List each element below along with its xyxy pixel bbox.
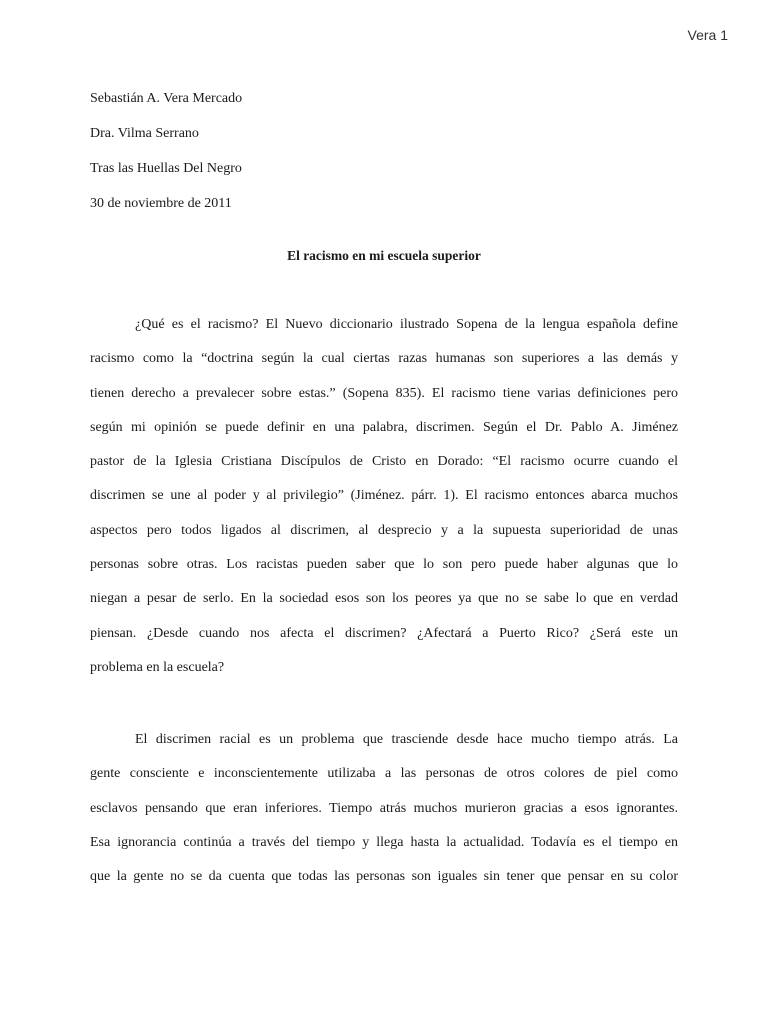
professor-name: Dra. Vilma Serrano — [90, 126, 199, 141]
paragraph-line: aspectos pero todos ligados al discrimen, al desprecio y a la supuesta superioridad de unas — [90, 522, 678, 538]
paragraph-line: esclavos pensando que eran inferiores. Tiempo atrás muchos murieron gracias a esos ignorantes. — [90, 800, 678, 816]
paragraph-line: que la gente no se da cuenta que todas las personas son iguales sin tener que pensar en su color — [90, 869, 678, 885]
page-header-number: Vera 1 — [687, 27, 728, 43]
paragraph-line: problema en la escuela? — [90, 659, 225, 675]
paragraph-line: piensan. ¿Desde cuando nos afecta el discrimen? ¿Afectará a Puerto Rico? ¿Será este un — [90, 625, 678, 641]
paragraph-line: ¿Qué es el racismo? El Nuevo diccionario ilustrado Sopena de la lengua española define — [135, 317, 678, 332]
author-name: Sebastián A. Vera Mercado — [90, 91, 243, 106]
paragraph-line: discrimen se une al poder y al privilegio” (Jiménez. párr. 1). El racismo entonces abarca muchos — [90, 488, 678, 504]
paragraph-1 — [90, 314, 678, 691]
paragraph-line: Esa ignorancia continúa a través del tiempo y llega hasta la actualidad. Todavía es el tiempo en — [90, 834, 678, 850]
paragraph-line: gente consciente e inconscientemente utilizaba a las personas de otros colores de piel como — [90, 766, 678, 782]
paragraph-line: niegan a pesar de serlo. En la sociedad esos son los peores ya que no se sabe lo que en verdad — [90, 591, 678, 607]
paragraph-line: pastor de la Iglesia Cristiana Discípulos de Cristo en Dorado: “El racismo ocurre cuando el — [90, 454, 678, 470]
paragraph-2 — [90, 729, 678, 900]
paragraph-line: según mi opinión se puede definir en una palabra, discrimen. Según el Dr. Pablo A. Jiménez — [90, 419, 678, 435]
course-name: Tras las Huellas Del Negro — [90, 161, 242, 176]
paragraph-line: tienen derecho a prevalecer sobre estas.” (Sopena 835). El racismo tiene varias definiciones pero — [90, 385, 678, 401]
paragraph-line: personas sobre otras. Los racistas pueden saber que lo son pero puede haber algunas que lo — [90, 557, 678, 573]
document-date: 30 de noviembre de 2011 — [90, 196, 232, 211]
essay-title: El racismo en mi escuela superior — [287, 248, 481, 263]
paragraph-line: racismo como la “doctrina según la cual ciertas razas humanas son superiores a las demás y — [90, 351, 678, 367]
mla-heading — [90, 88, 242, 228]
paragraph-line: El discrimen racial es un problema que trasciende desde hace mucho tiempo atrás. La — [135, 732, 678, 747]
